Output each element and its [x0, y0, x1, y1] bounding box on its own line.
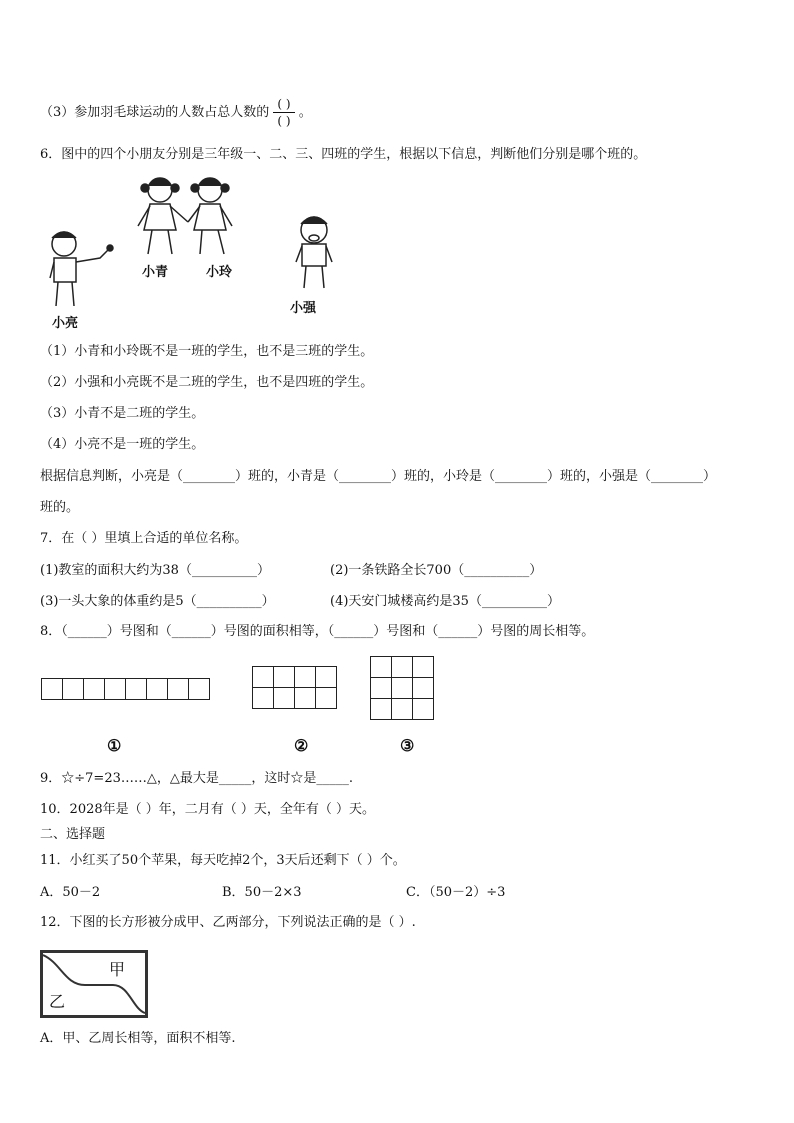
q6-conclusion-end: 班的。: [40, 500, 80, 515]
fraction-numerator: ( ): [273, 96, 294, 113]
figure-3-grid: [370, 656, 434, 720]
q11-option-a: A．50－2: [40, 885, 101, 900]
q6-clue-2: （2）小强和小亮既不是二班的学生，也不是四班的学生。: [40, 375, 374, 390]
name-xiaoqing: 小青: [142, 265, 169, 280]
fraction-blank: [273, 96, 294, 129]
q6-clue-3: （3）小青不是二班的学生。: [40, 406, 205, 421]
figure-1-grid: [41, 678, 210, 700]
q9: 9．☆÷7=23……△，△最大是_____，这时☆是_____.: [40, 771, 353, 786]
q11-option-c: C．（50－2）÷3: [406, 885, 506, 900]
section-2-heading: 二、选择题: [40, 827, 106, 842]
q8-stem: 8．（______）号图和（______）号图的面积相等，（______）号图和（______）号图的周长相等。: [40, 624, 595, 639]
boy-xiaoliang-illustration: [40, 228, 120, 310]
q7-stem: 7．在（ ）里填上合适的单位名称。: [40, 531, 248, 546]
figure-1-label: ①: [107, 736, 122, 755]
q5-3-suffix: 。: [298, 105, 312, 120]
q12-stem: 12．下图的长方形被分成甲、乙两部分，下列说法正确的是（ ）.: [40, 915, 416, 930]
q6-clue-4: （4）小亮不是一班的学生。: [40, 437, 205, 452]
q12-option-a: A．甲、乙周长相等，面积不相等.: [40, 1031, 236, 1046]
rectangle-figure: [40, 950, 148, 1018]
name-xiaoliang: 小亮: [52, 316, 79, 331]
figure-2-grid: [252, 666, 337, 709]
q11-option-b: B．50－2×3: [222, 885, 302, 900]
q5-3-prefix: （3）参加羽毛球运动的人数占总人数的: [40, 105, 270, 120]
figure-2-label: ②: [294, 736, 309, 755]
name-xiaoling: 小玲: [206, 265, 233, 280]
q6-conclusion: 根据信息判断，小亮是（________）班的，小青是（________）班的，小玲是（________）班的，小强是（________）: [40, 469, 717, 484]
q11-stem: 11．小红买了50个苹果，每天吃掉2个，3天后还剩下（ ）个。: [40, 853, 406, 868]
name-xiaoqiang: 小强: [290, 301, 317, 316]
fraction-denominator: ( ): [277, 114, 291, 128]
q7-item-4: (4)天安门城楼高约是35（__________）: [330, 594, 560, 609]
q7-item-3: (3)一头大象的体重约是5（__________）: [40, 594, 275, 609]
q6-stem: 6．图中的四个小朋友分别是三年级一、二、三、四班的学生，根据以下信息，判断他们分别是哪个班的。: [40, 147, 647, 162]
q7-item-1: (1)教室的面积大约为38（__________）: [40, 563, 270, 578]
label-jia: 甲: [109, 960, 126, 979]
q6-clue-1: （1）小青和小玲既不是一班的学生，也不是三班的学生。: [40, 344, 374, 359]
q7-item-2: (2)一条铁路全长700（__________）: [330, 563, 543, 578]
q5-3-line: [40, 96, 312, 129]
label-yi: 乙: [49, 992, 66, 1011]
q10: 10．2028年是（ ）年，二月有（ ）天，全年有（ ）天。: [40, 802, 376, 817]
girls-illustration: [130, 172, 250, 260]
figure-3-label: ③: [400, 736, 415, 755]
boy-xiaoqiang-illustration: [284, 212, 344, 292]
